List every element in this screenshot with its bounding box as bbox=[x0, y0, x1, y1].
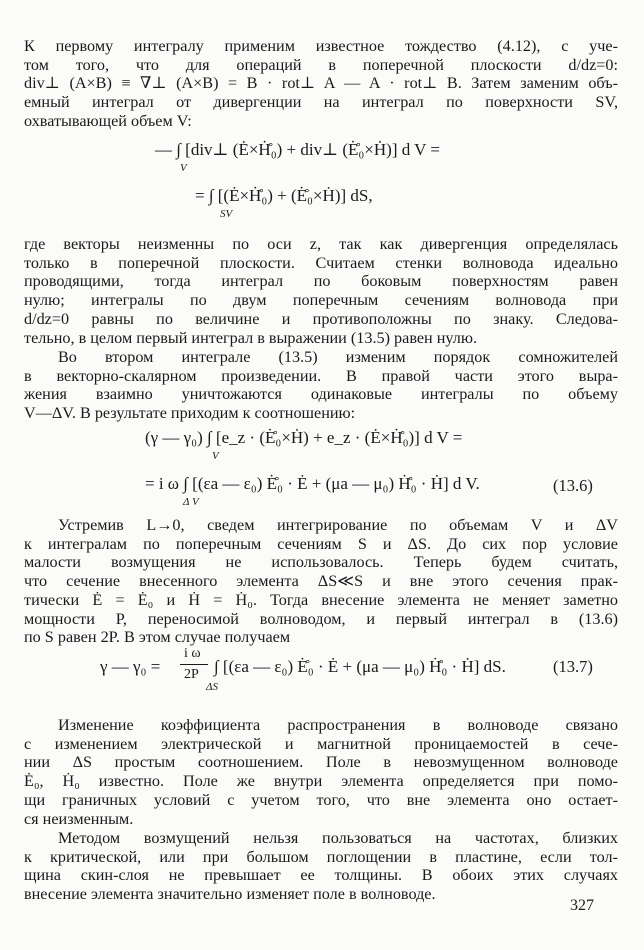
equation-13-7-rhs: ∫ [(εa — ε₀) E̊̇₀ · Ė + (μa — μ₀) H̊̇₀ · Ḣ] dS. bbox=[214, 657, 506, 676]
text-line: div⊥ (A×B) ≡ ∇⊥ (A×B) = B · rot⊥ A — A · rot⊥ B. Затем заменим объ- bbox=[24, 74, 618, 93]
paragraph-propagation bbox=[24, 716, 618, 828]
integral-subscript: SV bbox=[220, 208, 233, 220]
text-line: охватывающей объем V: bbox=[24, 111, 192, 130]
text-line: щина скин-слоя не превышает ее толщины. В обоих этих случаях bbox=[24, 866, 618, 885]
paragraph-walls bbox=[24, 235, 618, 347]
text-line: жения взаимно уничтожаются одинаковые интегралы по объему bbox=[24, 385, 618, 404]
text-line: Методом возмущений нельзя пользоваться на частотах, близких bbox=[58, 829, 618, 847]
text-line: с изменением электрической и магнитной проницаемостей в сече- bbox=[24, 734, 618, 753]
text-line: d/dz=0 равны по величине и противоположны по знаку. Следова- bbox=[24, 309, 618, 328]
text-line: к интегралам по поперечным сечениям S и ΔS. До сих пор условие bbox=[24, 534, 618, 553]
text-line: V—ΔV. В результате приходим к соотношению: bbox=[24, 404, 356, 423]
fraction-denominator: 2P bbox=[184, 667, 199, 682]
text-line: мощности P, переносимой волноводом, и первый интеграл в (13.6) bbox=[24, 609, 618, 628]
paragraph-limitations bbox=[24, 829, 618, 904]
integral-subscript: V bbox=[212, 450, 219, 462]
equation-surface-integral: = ∫ [(Ė×H̊̇₀) + (E̊̇₀×Ḣ)] dS, bbox=[195, 186, 373, 205]
equation-number: (13.6) bbox=[553, 476, 593, 495]
equation-number: (13.7) bbox=[553, 657, 593, 676]
text-line: внесение элемента значительно изменяет поле в волноводе. bbox=[24, 885, 436, 904]
paragraph-identity bbox=[24, 37, 618, 131]
integral-subscript: Δ V bbox=[183, 496, 199, 508]
fraction-bar bbox=[180, 664, 208, 665]
equation-13-6-rhs: = i ω ∫ [(εa — ε₀) E̊̇₀ · Ė + (μa — μ₀) H̊̇₀ · Ḣ] d V. bbox=[145, 474, 480, 493]
text-line: только в поперечной плоскости. Считаем стенки волновода идеально bbox=[24, 253, 618, 272]
text-line: тически Ė = Ė₀ и Ḣ = Ḣ₀. Тогда внесение элемента не меняет заметно bbox=[24, 590, 618, 609]
text-line: тельно, в целом первый интеграл в выражении (13.5) равен нулю. bbox=[24, 328, 478, 347]
text-line: Устремив L→0, сведем интегрирование по объемам V и ΔV bbox=[58, 516, 618, 534]
text-line: в векторно-скалярном произведении. В правой части этого выра- bbox=[24, 366, 618, 385]
equation-13-7-lhs: γ — γ₀ = bbox=[100, 657, 161, 676]
text-line: Во втором интеграле (13.5) изменим порядок сомножителей bbox=[58, 348, 618, 366]
text-line: малости возмущения не использовалось. Теперь будем считать, bbox=[24, 553, 618, 572]
page-number: 327 bbox=[570, 897, 594, 914]
text-line: том того, что для операций в поперечной плоскости d/dz=0: bbox=[24, 55, 618, 74]
text-line: К первому интегралу применим известное тождество (4.12), с уче- bbox=[24, 37, 618, 55]
text-line: к критической, или при большом поглощении в пластине, если тол- bbox=[24, 847, 618, 866]
integral-subscript: ΔS bbox=[206, 681, 218, 693]
fraction-numerator: i ω bbox=[184, 646, 201, 661]
paragraph-second-integral bbox=[24, 348, 618, 423]
equation-divergence-volume: — ∫ [div⊥ (Ė×H̊̇₀) + div⊥ (E̊̇₀×Ḣ)] d V = bbox=[155, 140, 440, 159]
paragraph-limit bbox=[24, 516, 618, 647]
text-line: емный интеграл от дивергенции на интеграл по поверхности SV, bbox=[24, 93, 618, 112]
text-line: ся неизменным. bbox=[24, 809, 134, 828]
text-line: нии ΔS простым соотношением. Поле в невозмущенном волноводе bbox=[24, 753, 618, 772]
integral-subscript: V bbox=[180, 162, 187, 174]
text-line: щи граничных условий с учетом того, что вне элемента оно остает- bbox=[24, 790, 618, 809]
equation-13-6-lhs: (γ — γ₀) ∫ [e_z · (E̊̇₀×Ḣ) + e_z · (Ė×H̊̇₀)] d V = bbox=[145, 428, 463, 447]
text-line: где векторы неизменны по оси z, так как дивергенция определялась bbox=[24, 235, 618, 253]
text-line: что сечение внесенного элемента ΔS≪S и вне этого сечения прак- bbox=[24, 572, 618, 591]
text-line: Изменение коэффициента распространения в волноводе связано bbox=[58, 716, 618, 734]
text-line: проводящими, тогда интеграл по боковым поверхностям равен bbox=[24, 272, 618, 291]
text-line: Ė₀, Ḣ₀ известно. Поле же внутри элемента определяется при помо- bbox=[24, 772, 618, 791]
text-line: нулю; интегралы по двум поперечным сечениям волновода при bbox=[24, 291, 618, 310]
text-line: по S равен 2P. В этом случае получаем bbox=[24, 628, 291, 647]
